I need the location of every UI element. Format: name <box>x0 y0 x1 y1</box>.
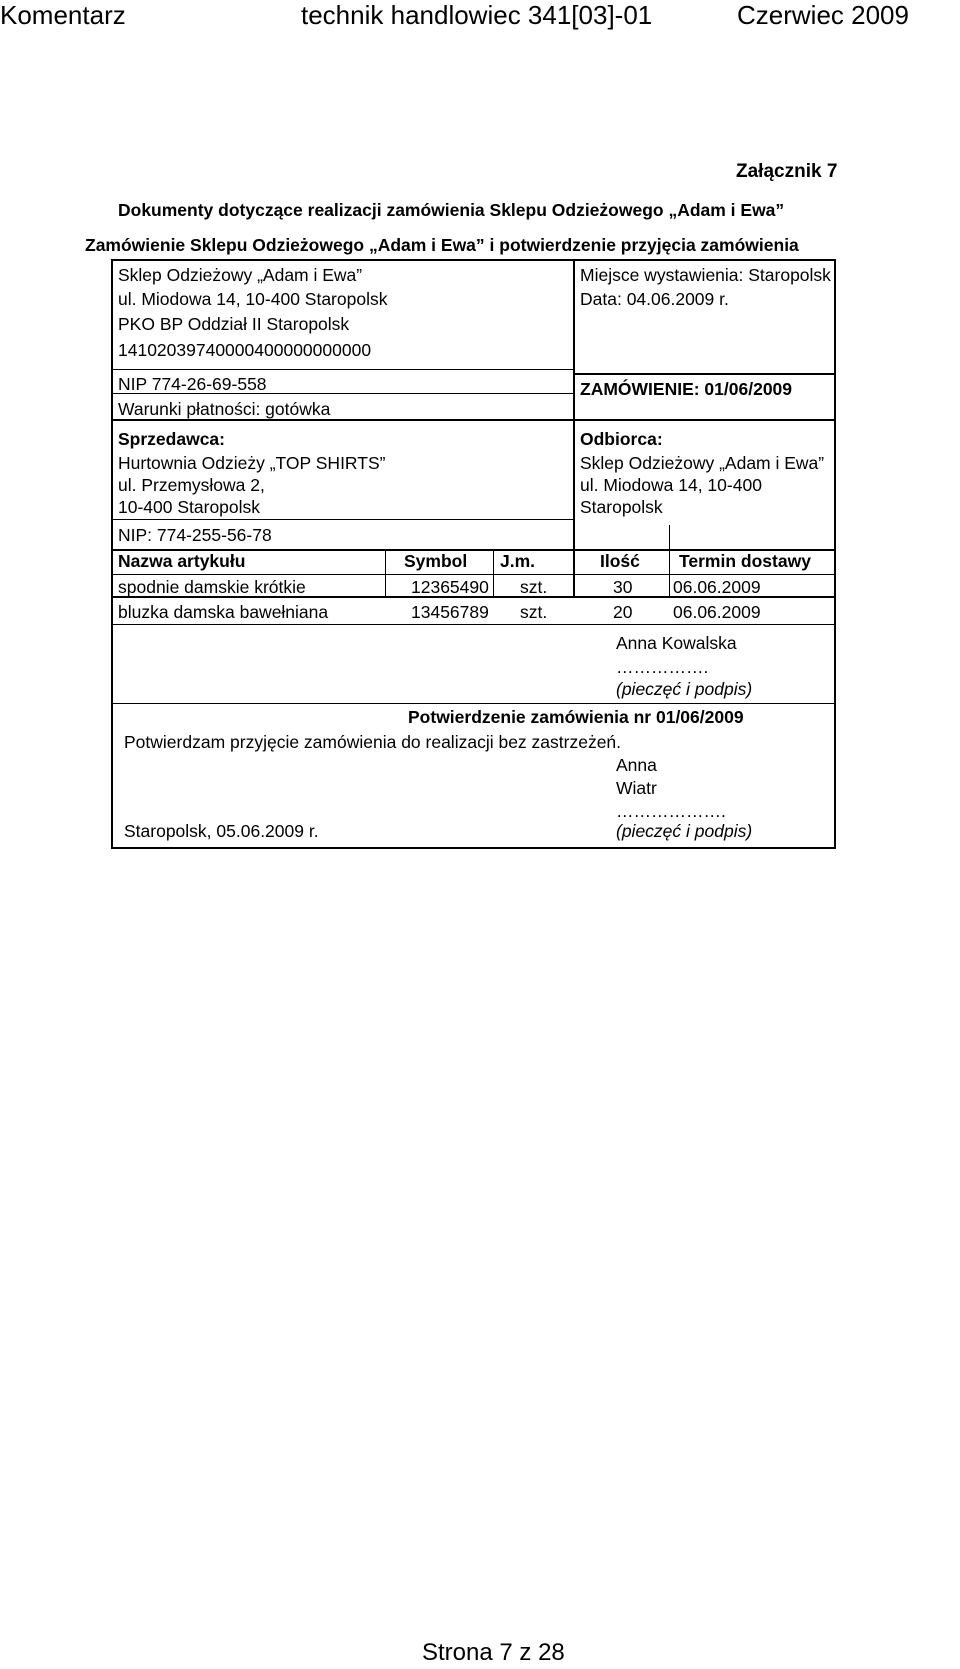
table-row-2-name: bluzka damska bawełniana <box>118 602 329 622</box>
issuer-account: 14102039740000400000000000 <box>118 340 372 360</box>
seller-nip: NIP: 774-255-56-78 <box>118 525 272 545</box>
table-row-2-unit: szt. <box>520 602 548 622</box>
buyer-street: ul. Miodowa 14, 10-400 <box>580 475 762 495</box>
confirmation-title: Potwierdzenie zamówienia nr 01/06/2009 <box>408 707 744 727</box>
confirmation-signature-last: Wiatr <box>616 778 657 798</box>
header-left: Komentarz <box>0 0 126 30</box>
buyer-city: Staropolsk <box>580 497 663 517</box>
table-header-quantity: Ilość <box>600 551 640 571</box>
seller-street: ul. Przemysłowa 2, <box>118 475 265 495</box>
confirmation-signature-dots: ………………. <box>616 801 726 821</box>
buyer-label: Odbiorca: <box>580 429 663 449</box>
table-row-1-delivery: 06.06.2009 <box>673 577 761 597</box>
issue-place: Miejsce wystawienia: Staropolsk <box>580 265 831 285</box>
document-subtitle: Zamówienie Sklepu Odzieżowego „Adam i Ewa” i potwierdzenie przyjęcia zamówienia <box>85 235 799 255</box>
column-divider <box>573 259 575 536</box>
seller-label: Sprzedawca: <box>118 429 225 449</box>
table-row-2-delivery: 06.06.2009 <box>673 602 761 622</box>
buyer-name: Sklep Odzieżowy „Adam i Ewa” <box>580 453 825 473</box>
table-header-symbol: Symbol <box>404 551 468 571</box>
order-signature-name: Anna Kowalska <box>616 633 737 653</box>
order-signature-caption: (pieczęć i podpis) <box>616 679 753 699</box>
table-row-1-quantity: 30 <box>613 577 633 597</box>
table-row-2-symbol: 13456789 <box>411 602 489 622</box>
issuer-nip: NIP 774-26-69-558 <box>118 374 267 394</box>
order-signature-dots: ……………. <box>616 657 709 677</box>
seller-city: 10-400 Staropolsk <box>118 497 261 517</box>
issuer-name: Sklep Odzieżowy „Adam i Ewa” <box>118 265 363 285</box>
page-number: Strona 7 z 28 <box>422 1639 565 1666</box>
table-header-unit: J.m. <box>500 551 536 571</box>
table-header-name: Nazwa artykułu <box>118 551 246 571</box>
payment-terms: Warunki płatności: gotówka <box>118 399 331 419</box>
header-center: technik handlowiec 341[03]-01 <box>301 0 653 30</box>
table-row-1-symbol: 12365490 <box>411 577 489 597</box>
table-header-delivery: Termin dostawy <box>679 551 811 571</box>
document-title: Dokumenty dotyczące realizacji zamówienia Sklepu Odzieżowego „Adam i Ewa” <box>118 200 785 220</box>
issuer-address: ul. Miodowa 14, 10-400 Staropolsk <box>118 289 388 309</box>
attachment-label: Załącznik 7 <box>736 161 838 182</box>
seller-name: Hurtownia Odzieży „TOP SHIRTS” <box>118 453 386 473</box>
order-number: ZAMÓWIENIE: 01/06/2009 <box>580 379 793 399</box>
table-row-1-name: spodnie damskie krótkie <box>118 577 306 597</box>
confirmation-place-date: Staropolsk, 05.06.2009 r. <box>124 821 319 841</box>
table-row-2-quantity: 20 <box>613 602 633 622</box>
confirmation-caption: (pieczęć i podpis) <box>616 821 753 841</box>
issue-date: Data: 04.06.2009 r. <box>580 289 729 309</box>
table-row-1-unit: szt. <box>520 577 548 597</box>
confirmation-text: Potwierdzam przyjęcie zamówienia do realizacji bez zastrzeżeń. <box>124 732 622 752</box>
header-right: Czerwiec 2009 <box>737 0 909 30</box>
confirmation-signature-first: Anna <box>616 755 657 775</box>
issuer-bank: PKO BP Oddział II Staropolsk <box>118 314 350 334</box>
